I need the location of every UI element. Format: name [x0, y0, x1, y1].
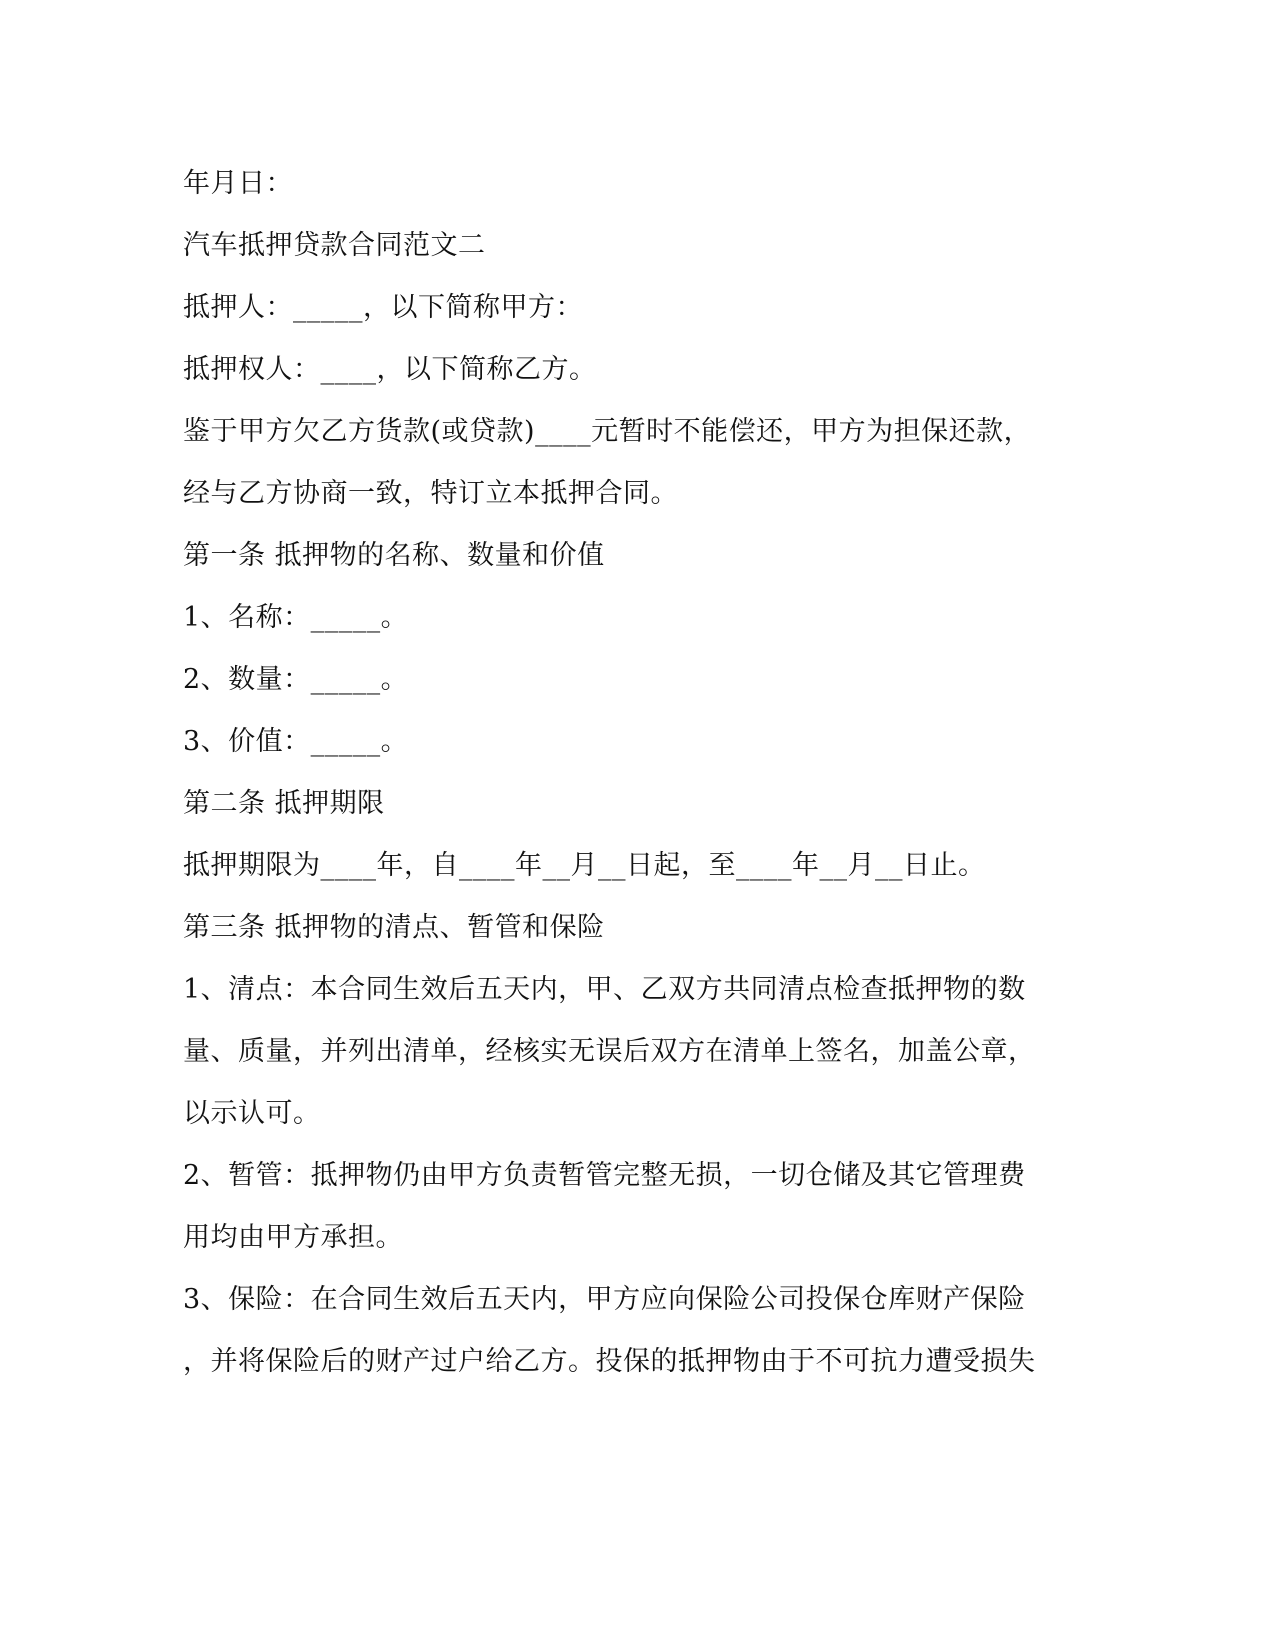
article-3-heading: 第三条 抵押物的清点、暂管和保险: [183, 912, 605, 943]
article-3-item-1-line-2: 量、质量，并列出清单，经核实无误后双方在清单上签名，加盖公章，: [183, 1036, 1036, 1067]
preamble-line-1: 鉴于甲方欠乙方货款(或贷款)____元暂时不能偿还，甲方为担保还款，: [183, 416, 1032, 447]
date-line: 年月日：: [183, 168, 293, 199]
article-1-item-3: 3、价值：_____。: [183, 726, 409, 757]
article-3-item-3-line-1: 3、保险：在合同生效后五天内，甲方应向保险公司投保仓库财产保险: [183, 1284, 1026, 1315]
article-2-term: 抵押期限为____年，自____年__月__日起，至____年__月__日止。: [183, 850, 986, 881]
article-3-item-2-line-2: 用均由甲方承担。: [183, 1222, 403, 1253]
article-2-heading: 第二条 抵押期限: [183, 788, 385, 819]
mortgagee-line: 抵押权人：____，以下简称乙方。: [183, 354, 597, 385]
article-1-item-2: 2、数量：_____。: [183, 664, 409, 695]
article-3-item-1-line-1: 1、清点：本合同生效后五天内，甲、乙双方共同清点检查抵押物的数: [183, 974, 1026, 1005]
article-3-item-2-line-1: 2、暂管：抵押物仍由甲方负责暂管完整无损，一切仓储及其它管理费: [183, 1160, 1026, 1191]
article-3-item-3-line-2: ，并将保险后的财产过户给乙方。投保的抵押物由于不可抗力遭受损失: [183, 1346, 1036, 1377]
article-3-item-1-line-3: 以示认可。: [183, 1098, 321, 1129]
mortgagor-line: 抵押人：_____，以下简称甲方：: [183, 292, 583, 323]
article-1-item-1: 1、名称：_____。: [183, 602, 409, 633]
preamble-line-2: 经与乙方协商一致，特订立本抵押合同。: [183, 478, 678, 509]
contract-title: 汽车抵押贷款合同范文二: [183, 230, 486, 261]
article-1-heading: 第一条 抵押物的名称、数量和价值: [183, 540, 605, 571]
